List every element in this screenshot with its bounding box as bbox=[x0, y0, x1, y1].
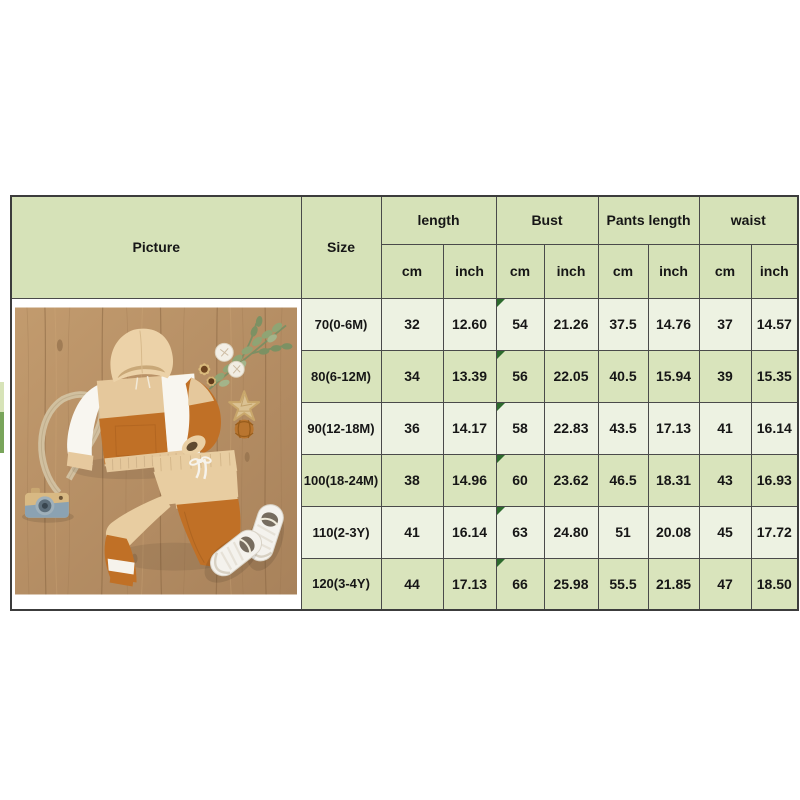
unit-header: cm bbox=[598, 244, 648, 298]
value-cell: 45 bbox=[699, 506, 751, 558]
value-cell: 37 bbox=[699, 298, 751, 350]
value-cell: 47 bbox=[699, 558, 751, 610]
value-cell: 63 bbox=[496, 506, 544, 558]
value-cell: 22.05 bbox=[544, 350, 598, 402]
value-cell: 58 bbox=[496, 402, 544, 454]
unit-header: cm bbox=[496, 244, 544, 298]
size-chart-sheet bbox=[10, 195, 799, 611]
value-cell: 40.5 bbox=[598, 350, 648, 402]
value-cell: 14.76 bbox=[648, 298, 699, 350]
value-cell: 55.5 bbox=[598, 558, 648, 610]
toy-camera bbox=[22, 487, 74, 522]
table-row bbox=[11, 298, 798, 350]
size-cell: 100(18-24M) bbox=[301, 454, 381, 506]
value-cell: 44 bbox=[381, 558, 443, 610]
value-cell: 54 bbox=[496, 298, 544, 350]
value-cell: 16.14 bbox=[443, 506, 496, 558]
value-cell: 37.5 bbox=[598, 298, 648, 350]
value-cell: 39 bbox=[699, 350, 751, 402]
value-cell: 14.57 bbox=[751, 298, 798, 350]
value-cell: 15.35 bbox=[751, 350, 798, 402]
value-cell: 21.26 bbox=[544, 298, 598, 350]
value-cell: 17.13 bbox=[648, 402, 699, 454]
value-cell: 34 bbox=[381, 350, 443, 402]
header-row-groups bbox=[11, 196, 798, 244]
value-cell: 43.5 bbox=[598, 402, 648, 454]
value-cell: 60 bbox=[496, 454, 544, 506]
left-edge-green-sliver-top bbox=[0, 382, 4, 412]
value-cell: 20.08 bbox=[648, 506, 699, 558]
value-cell: 17.13 bbox=[443, 558, 496, 610]
product-photo-illustration bbox=[15, 307, 297, 595]
value-cell: 18.50 bbox=[751, 558, 798, 610]
value-cell: 24.80 bbox=[544, 506, 598, 558]
value-cell: 15.94 bbox=[648, 350, 699, 402]
unit-header: cm bbox=[699, 244, 751, 298]
size-cell: 70(0-6M) bbox=[301, 298, 381, 350]
col-header-picture: Picture bbox=[11, 196, 301, 298]
unit-header: inch bbox=[443, 244, 496, 298]
value-cell: 41 bbox=[699, 402, 751, 454]
unit-header: cm bbox=[381, 244, 443, 298]
value-cell: 14.96 bbox=[443, 454, 496, 506]
value-cell: 43 bbox=[699, 454, 751, 506]
value-cell: 51 bbox=[598, 506, 648, 558]
value-cell: 66 bbox=[496, 558, 544, 610]
size-cell: 80(6-12M) bbox=[301, 350, 381, 402]
value-cell: 16.93 bbox=[751, 454, 798, 506]
col-header-size: Size bbox=[301, 196, 381, 298]
value-cell: 21.85 bbox=[648, 558, 699, 610]
value-cell: 38 bbox=[381, 454, 443, 506]
size-cell: 120(3-4Y) bbox=[301, 558, 381, 610]
col-header-length: length bbox=[381, 196, 496, 244]
size-chart-table bbox=[10, 195, 799, 611]
value-cell: 56 bbox=[496, 350, 544, 402]
value-cell: 16.14 bbox=[751, 402, 798, 454]
col-header-waist: waist bbox=[699, 196, 798, 244]
size-cell: 110(2-3Y) bbox=[301, 506, 381, 558]
value-cell: 14.17 bbox=[443, 402, 496, 454]
size-cell: 90(12-18M) bbox=[301, 402, 381, 454]
value-cell: 46.5 bbox=[598, 454, 648, 506]
value-cell: 18.31 bbox=[648, 454, 699, 506]
value-cell: 17.72 bbox=[751, 506, 798, 558]
value-cell: 12.60 bbox=[443, 298, 496, 350]
unit-header: inch bbox=[544, 244, 598, 298]
unit-header: inch bbox=[648, 244, 699, 298]
col-header-pants-length: Pants length bbox=[598, 196, 699, 244]
value-cell: 25.98 bbox=[544, 558, 598, 610]
unit-header: inch bbox=[751, 244, 798, 298]
value-cell: 22.83 bbox=[544, 402, 598, 454]
value-cell: 36 bbox=[381, 402, 443, 454]
left-edge-green-sliver-bottom bbox=[0, 412, 4, 453]
col-header-bust: Bust bbox=[496, 196, 598, 244]
value-cell: 41 bbox=[381, 506, 443, 558]
twine-ball bbox=[235, 419, 254, 438]
value-cell: 32 bbox=[381, 298, 443, 350]
value-cell: 13.39 bbox=[443, 350, 496, 402]
product-photo-cell bbox=[11, 298, 301, 610]
value-cell: 23.62 bbox=[544, 454, 598, 506]
